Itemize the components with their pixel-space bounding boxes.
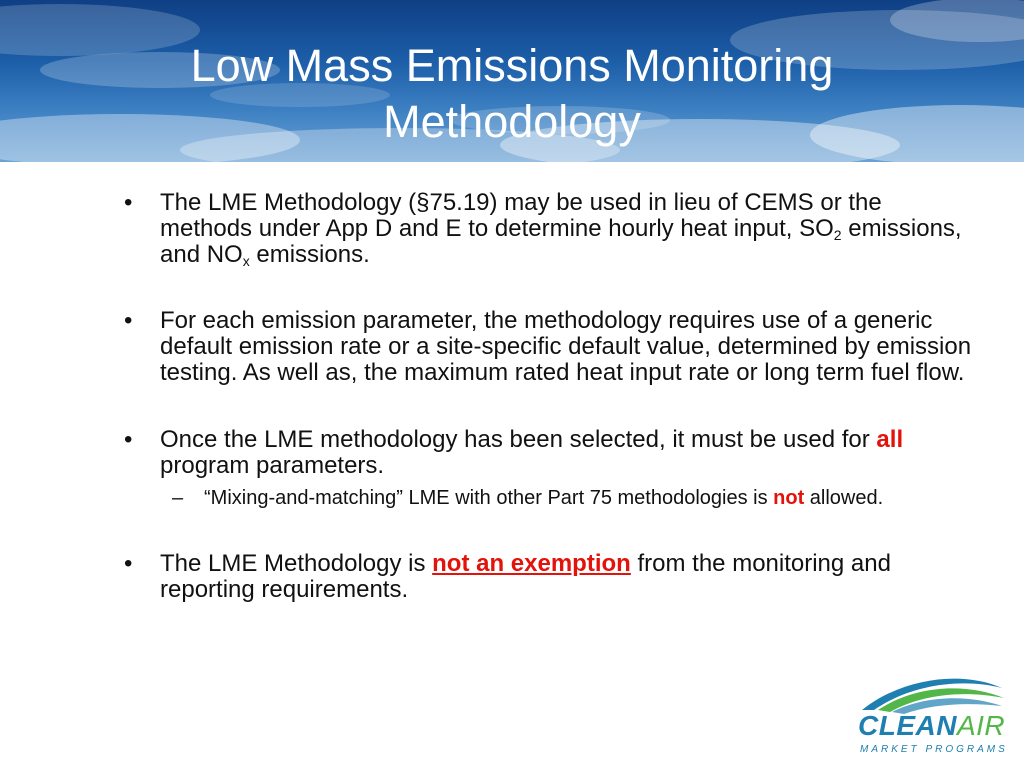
sub-bullet-text: allowed. [804,487,884,509]
bullet-text: The LME Methodology (§75.19) may be used in lieu of CEMS or the methods under App D and E to determine hourly heat input, SO [160,189,882,242]
header-banner [0,0,1024,162]
emphasis-all: all [876,426,904,453]
slide-title-line-2: Methodology [383,96,641,147]
logo-word-air: AIR [956,710,1006,741]
bullet-marker: • [124,426,133,453]
bullet-text: emissions. [249,241,370,268]
bullet-text: Once the LME methodology has been selected, it must be used for [160,426,877,453]
sub-bullet-marker: – [172,487,184,509]
bullet-text: program parameters. [160,452,385,479]
bullet-marker: • [124,189,133,216]
bullet-text: The LME Methodology is [160,550,433,577]
bullet-emission-parameter [116,308,976,386]
bullet-text: For each emission parameter, the methodology requires use of a generic default emission rate or a site-specific default value, determined by emission testing. As well as, the maximum rated heat input rate or long term fuel flow. [160,307,972,386]
subscript-so2: 2 [833,227,842,243]
emphasis-not: not [773,487,805,509]
logo-word-clean: CLEAN [858,710,957,741]
sub-bullet-mixing-matching [172,486,976,510]
slide-title [0,38,1024,150]
logo-wordmark [858,710,1005,742]
logo-tagline: MARKET PROGRAMS [860,744,1008,755]
emphasis-not-an-exemption: not an exemption [432,550,631,577]
bullet-marker: • [124,550,133,577]
clean-air-markets-logo [852,670,1012,760]
bullet-lme-usage [116,190,976,268]
bullet-not-exemption [116,551,976,603]
subscript-nox: x [242,253,250,269]
bullet-text: from the monitoring and reporting requirements. [160,550,891,603]
bullet-marker: • [124,307,133,334]
bullet-text: emissions, and NO [160,215,962,268]
sub-bullet-text: “Mixing-and-matching” LME with other Part 75 methodologies is [204,487,774,509]
bullet-methodology-selected [116,427,976,479]
slide-title-line-1: Low Mass Emissions Monitoring [190,40,834,91]
slide-body [116,190,976,603]
